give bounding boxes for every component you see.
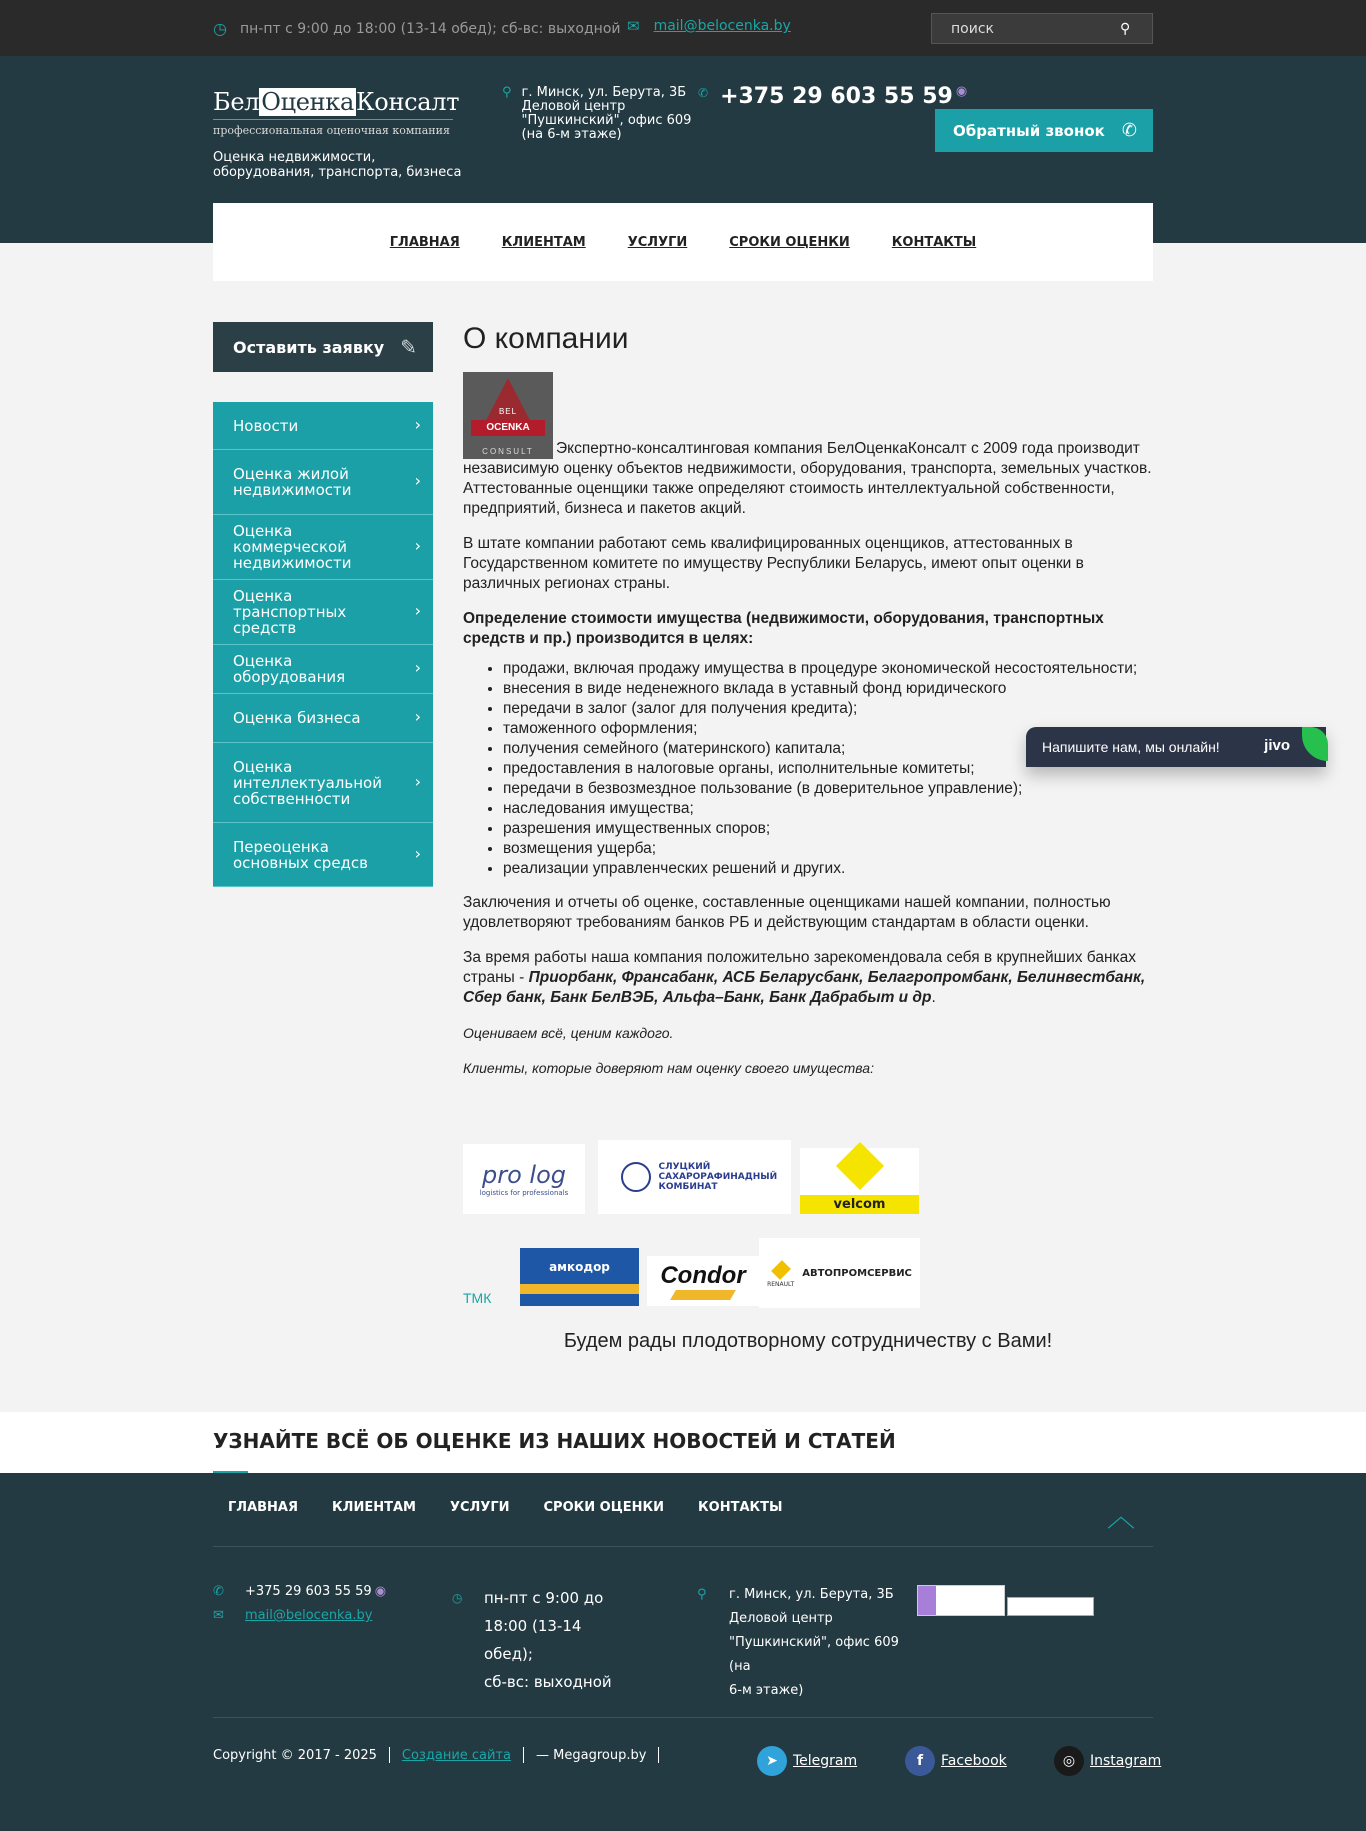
footer-contacts [213,1580,413,1628]
stats-counter[interactable] [917,1585,1005,1616]
closing-text: Будем рады плодотворному сотрудничеству с Вами! [563,1330,1053,1352]
chat-widget-text: Напишите нам, мы онлайн! [1042,739,1220,755]
footer-nav [228,1500,783,1515]
client-logo-sugar: СЛУЦКИЙ САХАРОРАФИНАДНЫЙ КОМБИНАТ [598,1140,791,1214]
logo-tagline: профессиональная оценочная компания [213,119,453,137]
client-logo-prolog: pro log logistics for professionals [463,1144,585,1214]
news-band [0,1412,1366,1473]
viber-icon[interactable]: ◉ [955,84,968,99]
footer [0,1473,1366,1831]
mail-icon: ✉ [627,17,640,35]
clock-icon: ◷ [452,1591,463,1605]
search-icon[interactable]: ⚲ [1120,20,1131,37]
list-item: • продажи, включая продажу имущества в процедуре экономической несостоятельности; [503,659,1153,679]
reports-paragraph: Заключения и отчеты об оценке, составленные оценщиками нашей компании, полностью удовлетворяют требованиям банков РБ и действующим стандартам в области оценки. [463,894,1111,931]
order-button[interactable]: Оставить заявку ✎ [213,322,433,372]
top-email-link[interactable]: mail@belocenka.by [653,18,791,34]
phone-icon: ✆ [213,1584,224,1599]
footer-divider [213,1546,1153,1547]
footer-nav-services[interactable]: УСЛУГИ [449,1500,510,1515]
list-item: • наследования имущества; [503,799,1153,819]
location-icon: ⚲ [697,1587,707,1602]
sidebar-item-residential[interactable]: Оценка жилой недвижимости › [213,450,433,515]
sidebar-item-equipment[interactable]: Оценка оборудования › [213,645,433,694]
list-item: • передачи в залог (залог для получения кредита); [503,699,1153,719]
callback-button[interactable]: Обратный звонок ✆ [935,109,1153,152]
location-icon: ⚲ [502,85,512,100]
footer-phone[interactable]: +375 29 603 55 59 [245,1584,372,1599]
chat-status-icon [1302,727,1328,761]
sidebar-item-news[interactable]: Новости › [213,402,433,450]
client-logo-condor: Condor [647,1256,759,1306]
sidebar-item-revaluation[interactable]: Переоценка основных средсв › [213,823,433,887]
client-logo-tmk: ТМК [463,1290,492,1306]
footer-divider [213,1717,1153,1718]
main-nav [213,203,1153,281]
list-item: • возмещения ущерба; [503,839,1153,859]
nav-contacts[interactable]: КОНТАКТЫ [891,234,977,250]
footer-nav-terms[interactable]: СРОКИ ОЦЕНКИ [543,1500,665,1515]
phone-icon: ✆ [698,86,709,100]
news-band-title[interactable]: УЗНАЙТЕ ВСЁ ОБ ОЦЕНКЕ ИЗ НАШИХ НОВОСТЕЙ И СТАТЕЙ [213,1429,896,1453]
list-item: • передачи в безвозмездное пользование (в доверительное управление); [503,779,1153,799]
list-item: • таможенного оформления; [503,719,1153,739]
jivo-logo: jivo [1264,737,1290,754]
header-phone[interactable] [698,84,967,109]
footer-nav-contacts[interactable]: КОНТАКТЫ [698,1500,783,1515]
social-telegram[interactable]: ➤ Telegram [757,1746,857,1776]
client-logo-velcom: velcom [800,1148,919,1214]
logo-name: БелОценкаКонсалт [213,88,460,116]
chevron-right-icon: › [414,536,421,555]
footer-nav-clients[interactable]: КЛИЕНТАМ [332,1500,416,1515]
list-item: • внесения в виде неденежного вклада в уставный фонд юридического [503,679,1153,699]
header-address: ⚲ г. Минск, ул. Берута, 3Б Деловой центр "Пушкинский", офис 609 (на 6-м этаже) [502,85,692,142]
telegram-icon: ➤ [757,1746,787,1776]
list-item: • реализации управленческих решений и других. [503,859,1153,879]
social-instagram[interactable]: ◎ Instagram [1054,1746,1161,1776]
footer-nav-home[interactable]: ГЛАВНАЯ [228,1500,299,1515]
clock-icon: ◷ [213,19,227,38]
sidebar-item-commercial[interactable]: Оценка коммерческой недвижимости › [213,515,433,580]
list-item: • получения семейного (материнского) капитала; [503,739,1153,759]
list-item: • предоставления в налоговые органы, исполнительные комитеты; [503,759,1153,779]
scroll-to-top-icon[interactable]: ︿ [1107,1500,1136,1533]
page-title: О компании [463,322,629,355]
sidebar-item-intellectual[interactable]: Оценка интеллектуальной собственности › [213,743,433,823]
sidebar-item-vehicles[interactable]: Оценка транспортных средств › [213,580,433,645]
chevron-right-icon: › [414,601,421,620]
site-creation-link[interactable]: Создание сайта [401,1747,511,1763]
chevron-right-icon: › [414,707,421,726]
instagram-icon: ◎ [1054,1746,1084,1776]
article-text [463,372,1153,1078]
intro-paragraph: BEL OCENKA CONSULT Экспертно-консалтинговая компания БелОценкаКонсалт с 2009 года производит независимую оценку объектов недвижимости, оборудования, транспорта, земельных участков. Аттестованные оценщики также определяют стоимость интеллектуальной собственности, предприятий, бизнеса и пакетов акций. [463,372,1153,519]
header-slogan: Оценка недвижимости, оборудования, транспорта, бизнеса [213,150,462,180]
working-hours-text: пн-пт с 9:00 до 18:00 (13-14 обед); сб-вс: выходной [239,20,621,37]
copyright: Copyright © 2017 - 2025 Создание сайта — Megagroup.by [213,1747,671,1763]
pencil-icon: ✎ [400,335,417,359]
nav-terms[interactable]: СРОКИ ОЦЕНКИ [729,234,850,250]
phone-ring-icon: ✆ [1121,120,1137,141]
facebook-icon: f [905,1746,935,1776]
chevron-right-icon: › [414,658,421,677]
client-logo-autoprom: RENAULT АВТОПРОМСЕРВИС [759,1238,920,1308]
sidebar-item-business[interactable]: Оценка бизнеса › [213,694,433,743]
search-input[interactable] [932,21,1112,37]
footer-hours: ◷ пн-пт с 9:00 до 18:00 (13-14 обед); сб-вс: выходной [452,1584,632,1696]
viber-icon[interactable]: ◉ [374,1584,387,1599]
chevron-right-icon: › [414,471,421,490]
sidebar-menu [213,402,433,887]
chevron-right-icon: › [414,843,421,863]
stats-counter-image[interactable] [1007,1597,1094,1616]
chat-widget[interactable] [1026,727,1326,767]
nav-clients[interactable]: КЛИЕНТАМ [501,234,586,250]
staff-paragraph: В штате компании работают семь квалифицированных оценщиков, аттестованных в Государственном комитете по имуществу Республики Беларусь, имеют опыт оценки в различных регионах страны. [463,535,1084,592]
top-bar [0,0,1366,56]
chevron-right-icon: › [414,771,421,791]
company-logo-image: BEL OCENKA CONSULT [463,372,553,459]
footer-email[interactable]: mail@belocenka.by [245,1608,373,1623]
top-email [627,17,791,35]
purposes-heading: Определение стоимости имущества (недвижимости, оборудования, транспортных средств и пр.) производится в целях: [463,610,1104,647]
purposes-list [463,659,1153,879]
social-facebook[interactable]: f Facebook [905,1746,1007,1776]
working-hours [213,19,620,38]
chevron-right-icon: › [414,414,421,434]
nav-home[interactable]: ГЛАВНАЯ [389,234,460,250]
nav-services[interactable]: УСЛУГИ [627,234,688,250]
footer-address: ⚲ г. Минск, ул. Берута, 3Б Деловой центр "Пушкинский", офис 609 (на 6-м этаже) [697,1583,917,1703]
main-content [463,322,1153,1352]
client-logos-row-1 [463,1140,1153,1220]
clients-intro: Клиенты, которые доверяют нам оценку своего имущества: [463,1060,874,1076]
client-logo-amkodor: амкодор [520,1248,639,1306]
mail-icon: ✉ [213,1608,224,1623]
banks-paragraph: За время работы наша компания положительно зарекомендовала себя в крупнейших банках страны - Приорбанк, Франсабанк, АСБ Беларусбанк, Белагропромбанк, Белинвестбанк, Сбер банк, Банк БелВЭБ, Альфа–Банк, Банк Дабрабыт и др. [463,949,1146,1006]
site-logo[interactable] [213,88,459,137]
list-item: • разрешения имущественных споров; [503,819,1153,839]
phone-number[interactable]: +375 29 603 55 59 [720,84,953,109]
motto: Оцениваем всё, ценим каждого. [463,1025,674,1041]
client-logos-row-2 [463,1238,1153,1318]
search-box [931,13,1153,44]
